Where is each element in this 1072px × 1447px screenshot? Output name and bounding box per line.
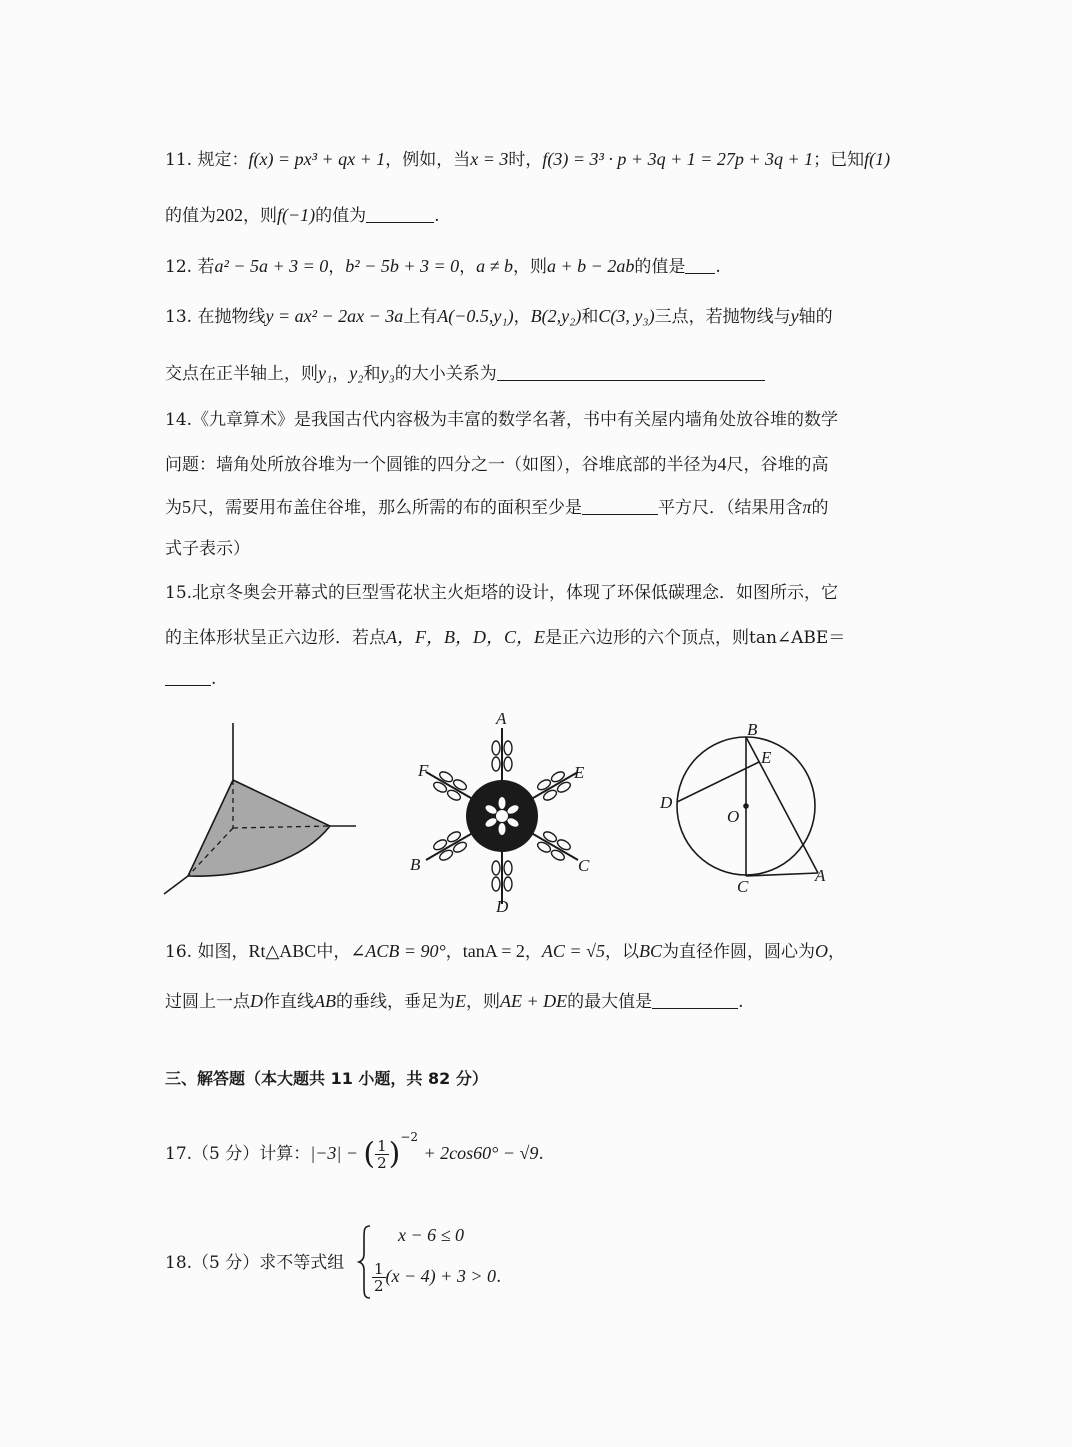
q15-line3: . — [165, 668, 216, 690]
q18-ineq2: $\frac{1}{2}$ (x − 4) + 3 > 0. — [374, 1260, 502, 1295]
q17-fraction: $\frac{1}{2}$ — [377, 1137, 387, 1172]
q13-answer-blank[interactable] — [497, 365, 765, 381]
q14-line1: 14.《九章算术》是我国古代内容极为丰富的数学名著，书中有关屋内墙角处放谷堆的数学 — [165, 410, 839, 430]
q13-line2: 交点在正半轴上，则y₁，y₂和y₃的大小关系为 — [165, 362, 765, 385]
fig2-label-E: E — [574, 763, 585, 782]
figure-quarter-cone — [160, 718, 360, 896]
fig3-label-A: A — [815, 866, 826, 885]
figure-snowflake — [410, 708, 600, 918]
snowflake-arms — [426, 728, 578, 904]
q18-fraction: $\frac{1}{2}$ — [374, 1260, 384, 1295]
q12-answer-blank[interactable] — [685, 258, 715, 274]
figure-circle-triangle — [655, 718, 840, 898]
q14-answer-blank[interactable] — [582, 499, 658, 515]
q16-line1: 16. 如图，Rt△ABC中，∠ACB = 90°，tanA = 2，AC = √5，以BC为直径作圆，圆心为O， — [165, 941, 845, 962]
q12-line: 12. 若a² − 5a + 3 = 0，b² − 5b + 3 = 0，a ≠ b，则a + b − 2ab的值是 . — [165, 256, 721, 277]
q17-line: 17.（5 分）计算：|−3| − ( $\frac{1}{2}$ )$^{-2}$ + 2cos60° − √9. — [165, 1130, 544, 1172]
fig2-label-B: B — [410, 855, 421, 874]
q16-line2: 过圆上一点D作直线AB的垂线，垂足为E，则AE + DE的最大值是 . — [165, 991, 744, 1012]
q18-ineq1: x − 6 ≤ 0 — [398, 1225, 465, 1245]
fig2-label-D: D — [496, 897, 509, 916]
section3-title: 三、解答题（本大题共 11 小题，共 82 分） — [165, 1069, 488, 1088]
fig2-label-A: A — [496, 709, 507, 728]
fig3-label-O: O — [727, 807, 740, 826]
fig3-label-D: D — [660, 793, 673, 812]
cone-surface — [188, 780, 330, 876]
q14-line4: 式子表示） — [165, 539, 250, 559]
fig2-label-F: F — [418, 761, 429, 780]
q14-line2: 问题：墙角处所放谷堆为一个圆锥的四分之一（如图），谷堆底部的半径为4尺，谷堆的高 — [165, 454, 829, 475]
fig3-label-B: B — [747, 720, 758, 739]
q15-line1: 15.北京冬奥会开幕式的巨型雪花状主火炬塔的设计，体现了环保低碳理念．如图所示，它 — [165, 583, 839, 603]
q16-answer-blank[interactable] — [652, 993, 738, 1009]
q15-line2: 的主体形状呈正六边形．若点A，F，B，D，C，E是正六边形的六个顶点，则tan∠ABE＝ — [165, 627, 846, 648]
q14-line3: 为5尺，需要用布盖住谷堆，那么所需的布的面积至少是 平方尺．（结果用含π的 — [165, 497, 829, 518]
q15-answer-blank[interactable] — [165, 670, 211, 686]
fig2-label-C: C — [578, 856, 590, 875]
q11-number: 11. — [165, 150, 193, 170]
q18-line: 18.（5 分）求不等式组 — [165, 1253, 345, 1273]
q13-line1: 13. 在抛物线y = ax² − 2ax − 3a上有A(−0.5,y₁)，B(2,y₂)和C(3, y₃)三点，若抛物线与y轴的 — [165, 306, 833, 327]
q11-line2: 的值为202，则f(−1)的值为 . — [165, 205, 440, 226]
q18-brace — [358, 1224, 372, 1300]
fig3-label-E: E — [761, 748, 772, 767]
q11-answer-blank[interactable] — [366, 207, 434, 223]
fig3-label-C: C — [737, 877, 749, 896]
q11-line1: 11. 规定：f(x) = px³ + qx + 1，例如，当x = 3时，f(3) = 3³ · p + 3q + 1 = 27p + 3q + 1；已知f(1) — [165, 149, 891, 170]
